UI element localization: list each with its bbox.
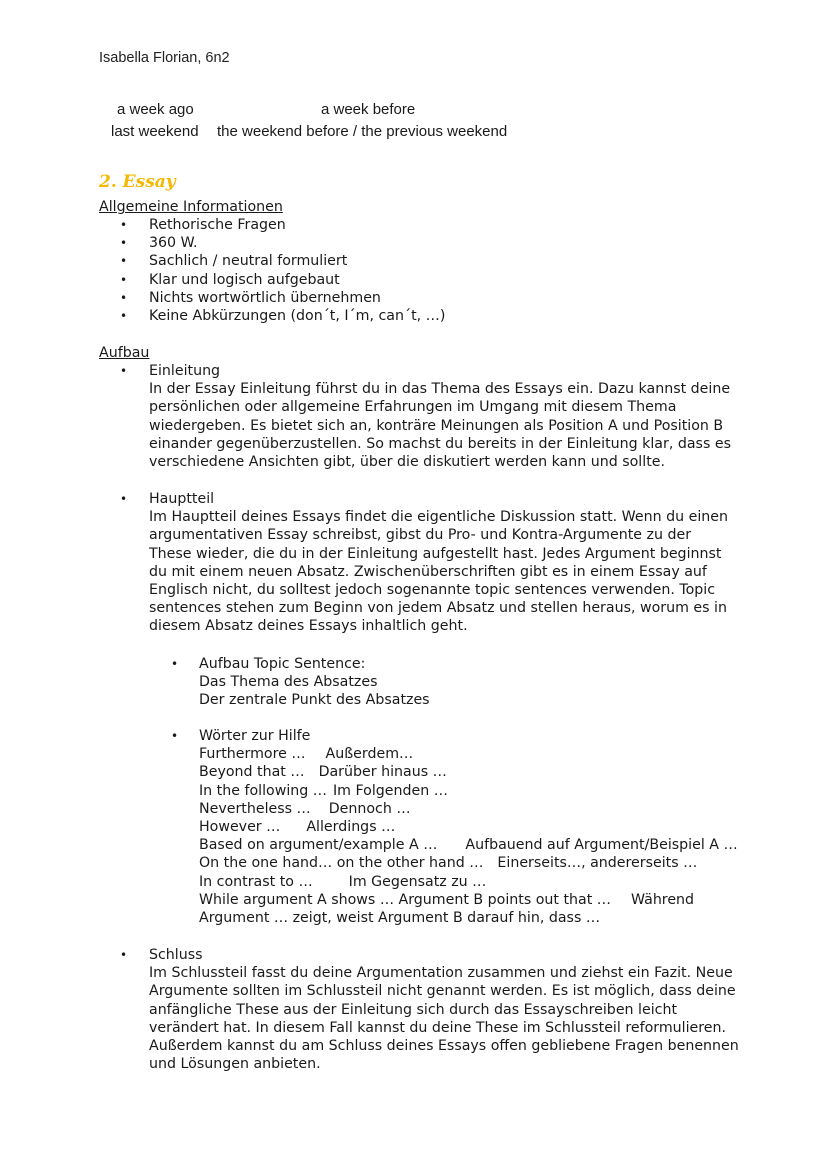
bullet-icon: • bbox=[120, 290, 128, 305]
vocab-right-1: a week before bbox=[321, 101, 416, 118]
schluss-section bbox=[120, 946, 739, 1073]
vocab-left-1: a week ago bbox=[117, 101, 194, 118]
vocab-right-2: the weekend before / the previous weekend bbox=[217, 123, 508, 140]
paragraph-line: wiedergeben. Es bietet sich an, konträre Meinungen als Position A und Position B bbox=[149, 417, 724, 434]
einleitung-title: Einleitung bbox=[149, 363, 221, 379]
paragraph-line: persönlichen oder allgemeine Erfahrungen im Umgang mit diesem Thema bbox=[149, 399, 677, 416]
paragraph-line: und Lösungen anbieten. bbox=[149, 1056, 321, 1073]
phrase-de: Außerdem… bbox=[325, 746, 414, 763]
hauptteil-section bbox=[120, 490, 728, 636]
bullet-icon: • bbox=[171, 657, 179, 671]
schluss-paragraph bbox=[149, 964, 739, 1073]
list-item bbox=[120, 252, 445, 270]
phrase-pair bbox=[199, 782, 738, 800]
bullet-icon: • bbox=[120, 948, 128, 962]
topic-sentence-title: Aufbau Topic Sentence: bbox=[199, 656, 366, 672]
list-item bbox=[120, 307, 445, 325]
topic-sentence-section bbox=[171, 655, 430, 710]
list-item bbox=[120, 216, 445, 234]
list-item-text: Rethorische Fragen bbox=[149, 217, 286, 233]
allgemein-heading: Allgemeine Informationen bbox=[99, 199, 283, 215]
phrase-en: However … bbox=[199, 819, 281, 836]
einleitung-section bbox=[120, 362, 731, 471]
list-item bbox=[120, 289, 445, 307]
paragraph-line: These wieder, die du in der Einleitung aufgestellt hast. Jedes Argument beginnst bbox=[149, 545, 722, 562]
phrase-en: While argument A shows … Argument B points out that … bbox=[199, 891, 611, 908]
paragraph-line: anfängliche These aus der Einleitung sich durch das Essayschreiben leicht bbox=[149, 1001, 678, 1018]
paragraph-line: einander gegenüberzustellen. So machst du bereits in der Einleitung klar, dass es bbox=[149, 435, 731, 452]
bullet-icon: • bbox=[120, 492, 128, 506]
section-title: 2. Essay bbox=[99, 172, 176, 192]
bullet-icon: • bbox=[120, 236, 128, 251]
paragraph-line: Der zentrale Punkt des Absatzes bbox=[199, 692, 430, 709]
paragraph-line: Im Schlussteil fasst du deine Argumentation zusammen und ziehst ein Fazit. Neue bbox=[149, 965, 733, 982]
phrase-en: In contrast to … bbox=[199, 873, 313, 890]
phrase-en: On the one hand… on the other hand … bbox=[199, 855, 484, 872]
phrase-de: Im Folgenden … bbox=[332, 782, 448, 799]
paragraph-line: verschiedene Ansichten gibt, über die diskutiert werden kann und sollte. bbox=[149, 454, 665, 471]
bullet-icon: • bbox=[171, 729, 179, 743]
phrase-de: Darüber hinaus … bbox=[318, 764, 447, 781]
aufbau-heading: Aufbau bbox=[99, 345, 150, 361]
phrase-en: Nevertheless … bbox=[199, 800, 311, 817]
list-item-text: Nichts wortwörtlich übernehmen bbox=[149, 289, 381, 306]
woerter-section bbox=[171, 727, 738, 927]
list-item-text: Keine Abkürzungen (don´t, I´m, can´t, …) bbox=[149, 308, 446, 325]
phrase-en: Based on argument/example A … bbox=[199, 837, 438, 854]
paragraph-line: Englisch nicht, du solltest jedoch sogenannte topic sentences verwenden. Topic bbox=[149, 582, 716, 599]
paragraph-line: Argumente sollten im Schlussteil nicht genannt werden. Es ist möglich, dass deine bbox=[149, 983, 736, 1000]
phrase-pair bbox=[199, 818, 738, 836]
allgemein-list bbox=[120, 216, 445, 325]
phrase-pair bbox=[199, 873, 738, 891]
paragraph-line: diesem Absatz deines Essays inhaltlich geht. bbox=[149, 618, 468, 635]
phrase-en: In the following … bbox=[199, 782, 327, 799]
vocab-left-2: last weekend bbox=[111, 123, 199, 140]
list-item bbox=[120, 271, 445, 289]
paragraph-line: Im Hauptteil deines Essays findet die eigentliche Diskussion statt. Wenn du einen bbox=[149, 509, 728, 526]
bullet-icon: • bbox=[120, 218, 128, 232]
phrase-pair bbox=[199, 745, 738, 763]
paragraph-line: In der Essay Einleitung führst du in das Thema des Essays ein. Dazu kannst deine bbox=[149, 381, 731, 398]
phrase-pair bbox=[199, 836, 738, 854]
list-item-text: 360 W. bbox=[149, 235, 198, 252]
phrase-de: Aufbauend auf Argument/Beispiel A … bbox=[465, 837, 738, 854]
phrase-de: Allerdings … bbox=[306, 819, 396, 836]
woerter-title: Wörter zur Hilfe bbox=[199, 728, 311, 744]
phrase-continuation: Argument … zeigt, weist Argument B darauf hin, dass … bbox=[199, 910, 601, 927]
woerter-list bbox=[199, 745, 738, 927]
schluss-title: Schluss bbox=[149, 947, 203, 963]
phrase-de: Während bbox=[631, 891, 695, 908]
list-item bbox=[120, 234, 445, 252]
phrase-de: Im Gegensatz zu … bbox=[348, 873, 487, 890]
phrase-de: Einerseits…, andererseits … bbox=[497, 855, 698, 872]
phrase-en: Beyond that … bbox=[199, 764, 305, 781]
paragraph-line: du mit einem neuen Absatz. Zwischenüberschriften gibt es in einem Essay auf bbox=[149, 563, 707, 580]
phrase-pair bbox=[199, 854, 738, 872]
author-header: Isabella Florian, 6n2 bbox=[99, 50, 230, 66]
list-item-text: Sachlich / neutral formuliert bbox=[149, 253, 348, 270]
paragraph-line: sentences stehen zum Beginn von jedem Absatz und stellen heraus, worum es in bbox=[149, 600, 727, 617]
bullet-icon: • bbox=[120, 254, 128, 269]
bullet-icon: • bbox=[120, 364, 128, 378]
hauptteil-paragraph bbox=[149, 508, 728, 635]
phrase-pair bbox=[199, 763, 738, 781]
paragraph-line: Das Thema des Absatzes bbox=[199, 674, 378, 691]
bullet-icon: • bbox=[120, 272, 128, 287]
phrase-en: Furthermore … bbox=[199, 746, 306, 763]
phrase-de: Dennoch … bbox=[328, 800, 411, 817]
bullet-icon: • bbox=[120, 309, 128, 324]
paragraph-line: verändert hat. In diesem Fall kannst du deine These im Schlussteil reformulieren. bbox=[149, 1019, 727, 1036]
phrase-pair bbox=[199, 800, 738, 818]
paragraph-line: Außerdem kannst du am Schluss deines Essays offen gebliebene Fragen benennen bbox=[149, 1038, 739, 1055]
einleitung-paragraph bbox=[149, 380, 731, 471]
hauptteil-title: Hauptteil bbox=[149, 491, 215, 507]
paragraph-line: argumentativen Essay schreibst, gibst du Pro- und Kontra-Argumente zu der bbox=[149, 527, 692, 544]
list-item-text: Klar und logisch aufgebaut bbox=[149, 271, 340, 288]
phrase-pair bbox=[199, 891, 738, 909]
